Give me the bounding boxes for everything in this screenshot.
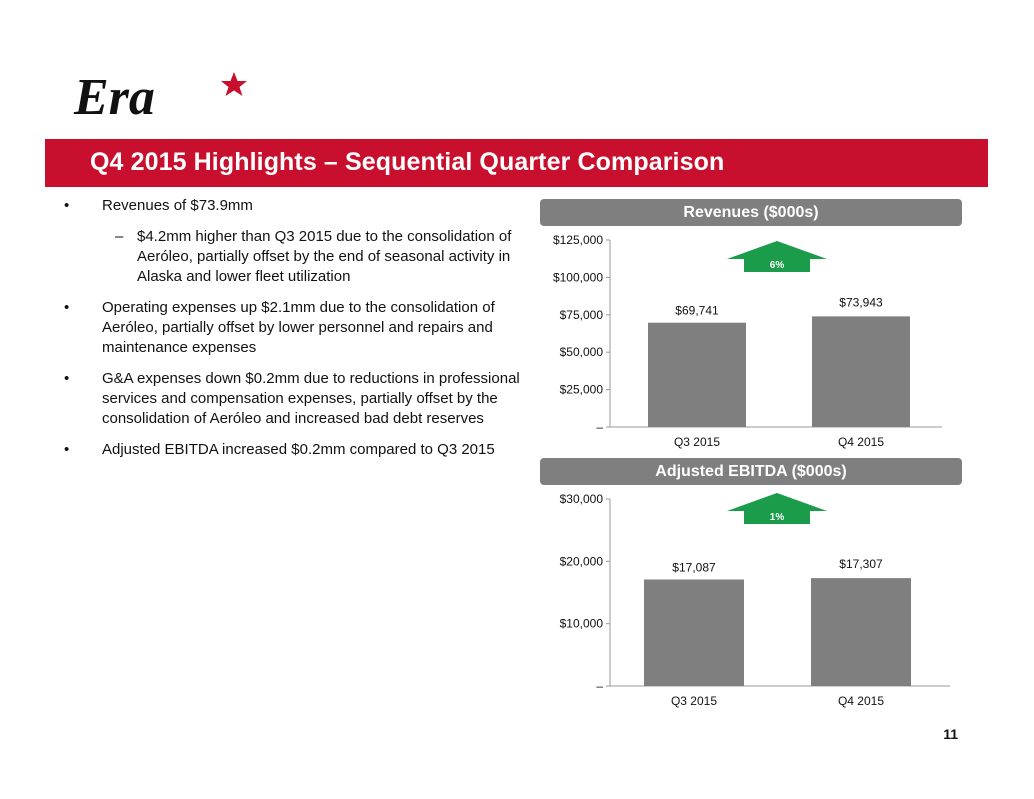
bar-value-label: $17,087 [672,560,716,575]
ebitda-chart-header: Adjusted EBITDA ($000s) [540,458,962,485]
y-tick-label: $30,000 [559,492,603,506]
x-category-label: Q3 2015 [670,694,718,708]
y-tick-label: $100,000 [552,270,603,285]
bullet-operating-expenses [62,298,532,358]
ebitda-chart [540,485,962,717]
revenues-chart-svg [540,226,962,458]
page-title: Q4 2015 Highlights – Sequential Quarter Comparison [90,148,725,176]
y-tick-label: $75,000 [559,307,603,322]
y-tick-label: $10,000 [559,616,603,631]
ebitda-chart-svg [540,485,962,717]
bar-value-label: $73,943 [839,295,883,310]
bullet-dot: • [64,441,70,458]
revenues-chart [540,226,962,458]
page-number: 11 [943,726,958,742]
bar-q3-2015 [648,323,746,427]
bullet-text: Revenues of $73.9mm [102,197,253,214]
bullet-adjusted-ebitda [62,440,532,460]
sub-bullet-revenues [62,227,532,287]
sub-bullet-dash: – [115,228,124,245]
bar-value-label: $69,741 [675,303,719,318]
bar-q3-2015 [644,579,744,686]
bullet-text: Adjusted EBITDA increased $0.2mm compared to Q3 2015 [102,441,495,458]
x-category-label: Q3 2015 [673,435,721,449]
y-tick-label: $125,000 [552,233,603,247]
logo-star-icon [221,72,247,96]
highlights-list [62,196,532,471]
bullet-dot: • [64,299,70,316]
bar-q4-2015 [812,316,910,427]
logo-wordmark: Era [74,69,155,126]
sub-bullet-text: $4.2mm higher than Q3 2015 due to the consolidation of Aeróleo, partially offset by the end of seasonal activity in Alaska and lower fleet utilization [137,228,512,285]
bullet-dot: • [64,197,70,214]
revenues-chart-header: Revenues ($000s) [540,199,962,226]
y-tick-label: $20,000 [559,554,603,569]
bar-q4-2015 [811,578,911,686]
growth-percent-label: 1% [769,512,785,523]
bullet-text: G&A expenses down $0.2mm due to reductions in professional services and compensation expenses, partially offset by the consolidation of Aeróleo and increased bad debt reserves [102,370,520,427]
growth-percent-label: 6% [769,260,785,271]
title-bar [45,139,988,187]
y-tick-label: $25,000 [559,382,603,397]
bullet-ga-expenses [62,369,532,429]
bullet-revenues [62,196,532,216]
era-logo [72,66,252,126]
x-category-label: Q4 2015 [837,694,885,708]
y-tick-label: – [596,420,603,434]
bar-value-label: $17,307 [839,557,883,572]
y-tick-label: – [596,679,603,693]
y-tick-label: $50,000 [559,345,603,360]
bullet-text: Operating expenses up $2.1mm due to the consolidation of Aeróleo, partially offset by lower personnel and repairs and maintenance expenses [102,299,495,356]
x-category-label: Q4 2015 [837,435,885,449]
bullet-dot: • [64,370,70,387]
